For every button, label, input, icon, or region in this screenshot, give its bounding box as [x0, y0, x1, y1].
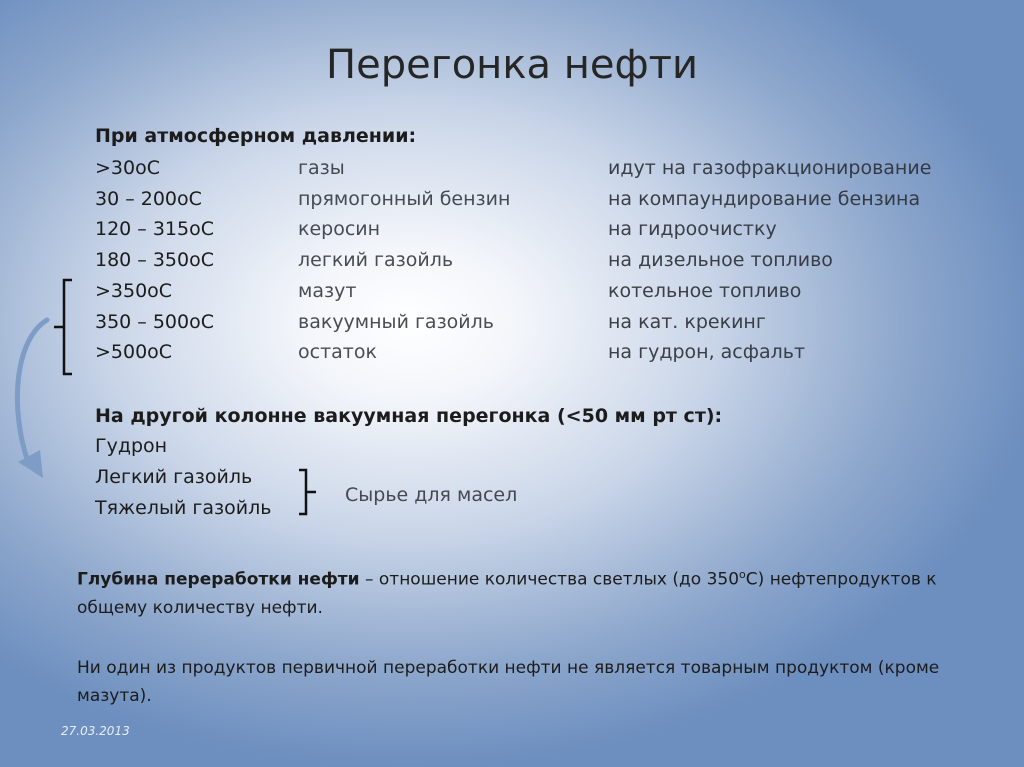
usage-cell: идут на газофракционирование	[608, 157, 932, 179]
usage-cell: на кат. крекинг	[608, 311, 766, 333]
temperature-cell: 350 – 500oC	[95, 311, 215, 333]
atmospheric-heading: При атмосферном давлении:	[95, 125, 417, 147]
raw-material-label: Сырье для масел	[345, 484, 518, 506]
temperature-cell: 30 – 200oC	[95, 188, 202, 210]
depth-text-part1: – отношение количества светлых (до 350	[359, 569, 740, 590]
note-paragraph: Ни один из продуктов первичной переработки нефти не является товарным продуктом (кроме мазута).	[77, 658, 940, 706]
slide-date: 27.03.2013	[61, 724, 130, 738]
depth-term: Глубина переработки нефти	[77, 569, 360, 590]
temperature-cell: 180 – 350oC	[95, 249, 215, 271]
depth-text-part2: С) нефтепродуктов к общему количеству нефти.	[77, 569, 937, 618]
temperature-cell: >30oC	[95, 157, 160, 179]
usage-cell: на гудрон, асфальт	[608, 341, 806, 363]
usage-cell: на компаундирование бензина	[608, 188, 921, 210]
product-cell: остаток	[298, 341, 377, 363]
product-cell: керосин	[298, 218, 381, 240]
temperature-cell: >500oC	[95, 341, 173, 363]
usage-cell: на дизельное топливо	[608, 249, 833, 271]
temperature-cell: 120 – 315oC	[95, 218, 215, 240]
product-cell: прямогонный бензин	[298, 188, 511, 210]
list-item: Гудрон	[95, 435, 168, 457]
slide-title: Перегонка нефти	[326, 42, 698, 88]
arrow-head-icon	[18, 450, 43, 478]
usage-cell: котельное топливо	[608, 280, 802, 302]
vacuum-heading: На другой колонне вакуумная перегонка (<50 мм рт ст):	[95, 405, 723, 427]
product-cell: легкий газойль	[298, 249, 454, 271]
usage-cell: на гидроочистку	[608, 218, 777, 240]
product-cell: вакуумный газойль	[298, 311, 494, 333]
product-cell: газы	[298, 157, 345, 179]
product-cell: мазут	[298, 280, 357, 302]
temperature-cell: >350oC	[95, 280, 173, 302]
list-item: Легкий газойль	[95, 466, 253, 488]
right-bracket-icon	[299, 470, 306, 514]
left-bracket-icon	[64, 280, 72, 374]
degree-superscript: o	[739, 568, 746, 581]
list-item: Тяжелый газойль	[95, 497, 272, 519]
curved-arrow-icon	[17, 320, 47, 462]
